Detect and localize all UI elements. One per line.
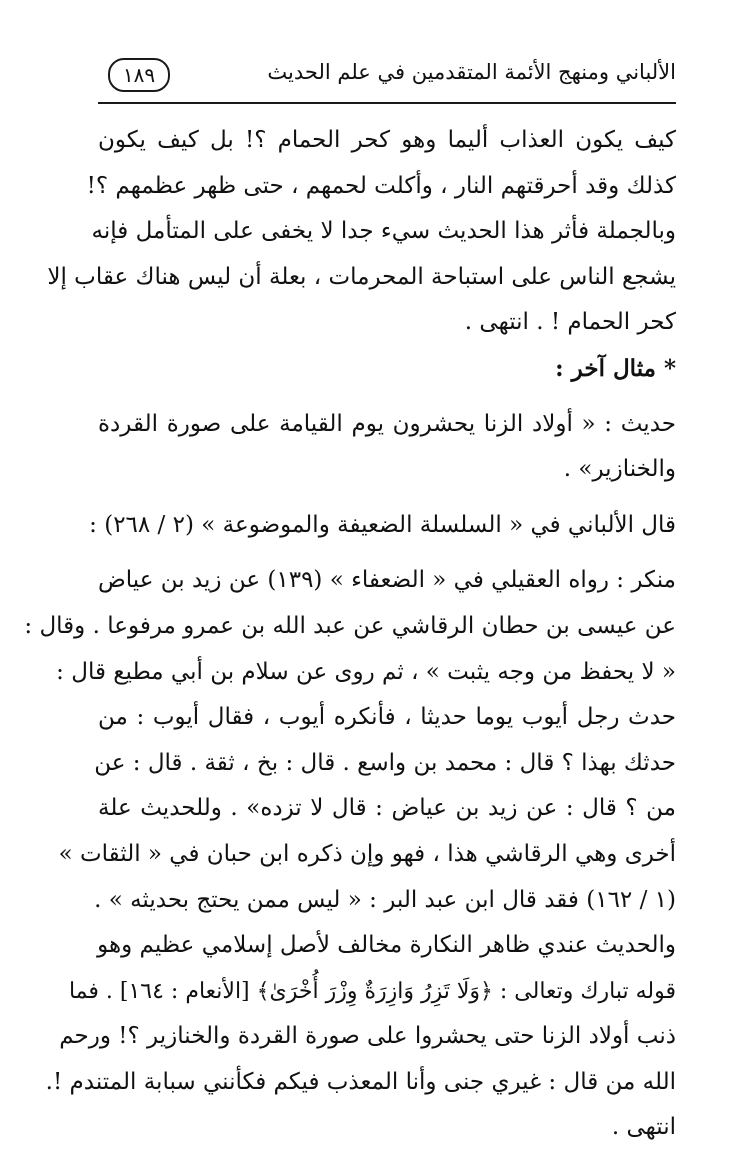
text-line: والحديث عندي ظاهر النكارة مخالف لأصل إسلامي عظيم وهو	[97, 932, 676, 959]
page-header	[98, 52, 676, 104]
spacer	[98, 392, 676, 402]
text-line: أخرى وهي الرقاشي هذا ، فهو وإن ذكره ابن حبان في « الثقات »	[58, 840, 676, 867]
quran-verse-line: قوله تبارك وتعالى : ﴿وَلَا تَزِرُ وَازِرَةٌ وِزْرَ أُخْرَىٰ﴾ [الأنعام : ١٦٤] . فما	[68, 978, 676, 1004]
text-line: حدثك بهذا ؟ قال : محمد بن واسع . قال : بخ ، ثقة . قال : عن	[94, 749, 676, 776]
text-line: كحر الحمام ! . انتهى .	[464, 309, 676, 336]
spacer	[98, 493, 676, 503]
spacer	[98, 548, 676, 558]
text-line: وبالجملة فأثر هذا الحديث سيء جدا لا يخفى على المتأمل فإنه	[91, 218, 676, 245]
text-line: الله من قال : غيري جنى وأنا المعذب فيكم فكأنني سبابة المتندم !.	[45, 1068, 676, 1095]
paragraph-2	[24, 558, 676, 1151]
text-line: كذلك وقد أحرقتهم النار ، وأكلت لحمهم ، حتى ظهر عظمهم ؟!	[86, 172, 676, 199]
text-line: من ؟ قال : عن زيد بن عياض : قال لا تزده» . وللحديث علة	[98, 795, 676, 822]
text-line: يشجع الناس على استباحة المحرمات ، بعلة أن ليس هناك عقاب إلا	[47, 263, 676, 290]
running-title: الألباني ومنهج الأئمة المتقدمين في علم الحديث	[267, 60, 676, 84]
text-line: كيف يكون العذاب أليما وهو كحر الحمام ؟! بل كيف يكون	[98, 127, 676, 153]
text-line: انتهى .	[611, 1114, 676, 1141]
paragraph-1	[47, 118, 676, 346]
page-number: ١٨٩	[108, 58, 170, 92]
text-line: منكر : رواه العقيلي في « الضعفاء » (١٣٩) عن زيد بن عياض	[97, 567, 676, 594]
text-line: حديث : « أولاد الزنا يحشرون يوم القيامة على صورة القردة	[98, 410, 676, 437]
hadith-text	[98, 402, 676, 493]
text-line: « لا يحفظ من وجه يثبت » ، ثم روى عن سلام بن أبي مطيع قال :	[56, 658, 676, 685]
albani-quote-line: قال الألباني في « السلسلة الضعيفة والموضوعة » (٢ / ٢٦٨) :	[89, 511, 676, 538]
text-line: ذنب أولاد الزنا حتى يحشروا على صورة القردة والخنازير ؟! ورحم	[59, 1023, 676, 1050]
page-body	[24, 118, 676, 1151]
text-line: حدث رجل أيوب يوما حديثا ، فأنكره أيوب ، فقال أيوب : من	[98, 704, 676, 731]
text-line: والخنازير» .	[563, 456, 676, 483]
text-line: (١ / ١٦٢) فقد قال ابن عبد البر : « ليس ممن يحتج بحديثه » .	[94, 886, 676, 913]
text-line: عن عيسى بن حطان الرقاشي عن عبد الله بن عمرو مرفوعا . وقال :	[24, 612, 676, 639]
section-heading: * مثال آخر :	[555, 354, 676, 382]
